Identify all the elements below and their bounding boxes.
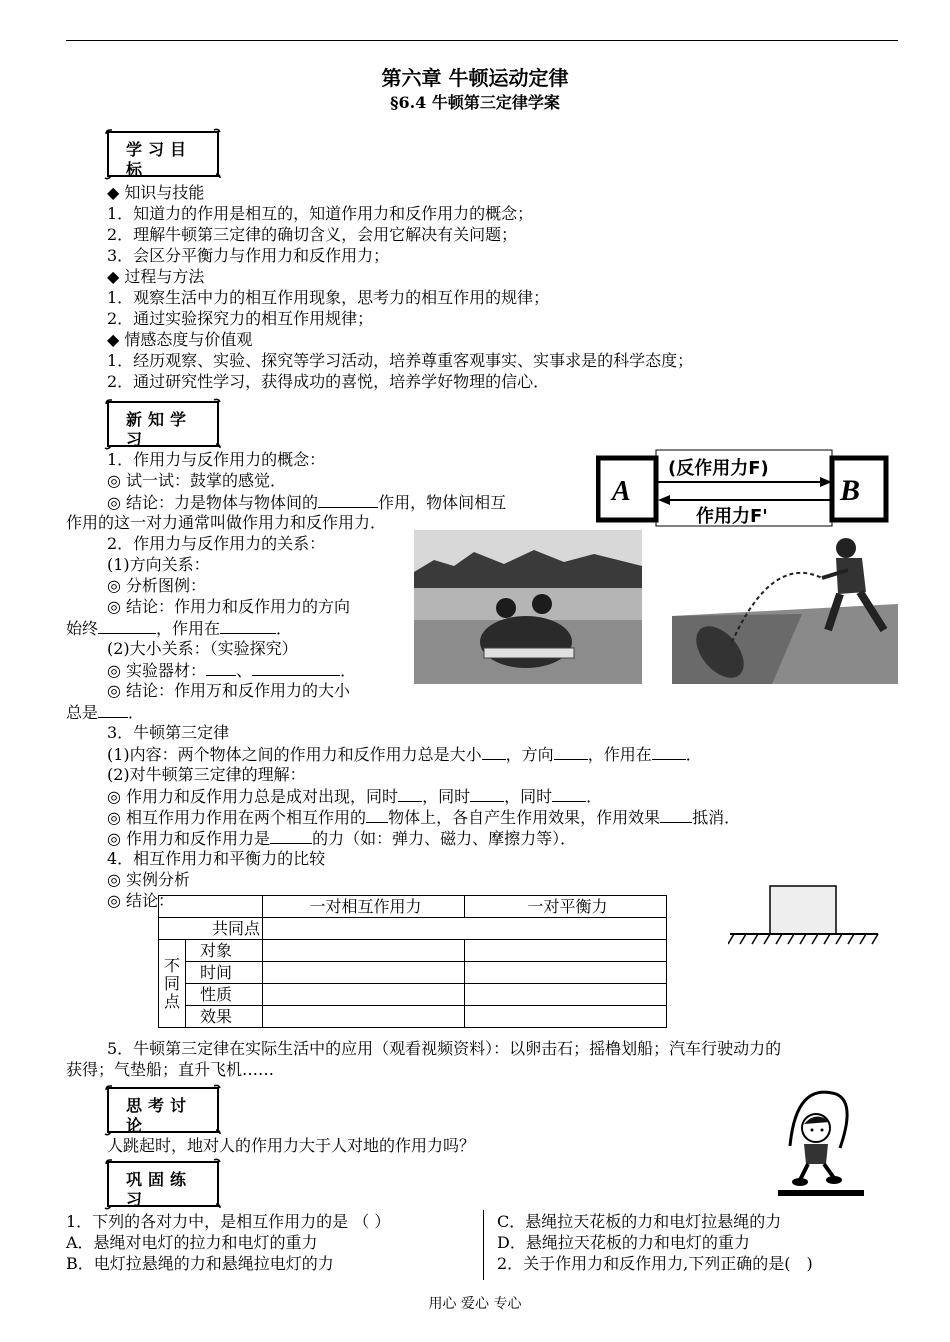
new-s1b: ◎ 结论：力是物体与物体间的 作用，物体间相互 [107,493,507,512]
practice-option-c: C．悬绳拉天花板的力和电灯拉悬绳的力 [497,1212,782,1231]
new-s2d: 始终 ，作用在 ． [66,619,293,638]
new-s2g: ◎ 结论：作用万和反作用力的大小 [107,681,351,700]
banner-discuss [104,1084,218,1135]
table-header-balance: 一对平衡力 [465,896,667,918]
new-s2c: ◎ 结论：作用力和反作用力的方向 [107,597,351,616]
reaction-force-label: (反作用力F) [668,458,769,479]
new-s2a: (1)方向关系： [107,555,210,574]
new-s4: 4．相互作用力和平衡力的比较 [107,849,326,868]
new-s2h: 总是 ． [66,703,145,722]
banner-practice [104,1158,218,1209]
top-rule [66,40,898,41]
new-s5b: 获得；气垫船；直升飞机…… [66,1060,275,1079]
table-row-diff: 不同点 [159,940,186,1028]
block-on-surface-diagram [728,882,880,946]
jump-rope-cartoon [776,1088,866,1198]
new-s3b: (2)对牛顿第三定律的理解： [107,765,306,784]
table-row-object: 对象 [186,940,263,962]
rope-pull-photo [672,534,898,684]
goal-knowledge-heading: ◆ 知识与技能 [107,183,205,202]
new-s4a: ◎ 实例分析 [107,870,191,889]
goal-emotion-heading: ◆ 情感态度与价值观 [107,330,253,349]
practice-option-d: D．悬绳拉天花板的力和电灯的重力 [497,1233,750,1252]
practice-option-a: A．悬绳对电灯的拉力和电灯的重力 [66,1233,318,1252]
goal-k3: 3．会区分平衡力与作用力和反作用力； [107,246,390,265]
banner-label: 思考讨论 [126,1096,193,1135]
new-s2e: (2)大小关系：（实验探究） [107,639,298,658]
practice-q1: 1．下列的各对力中，是相互作用力的是 （ ） [66,1212,391,1231]
goal-e1: 1．经历观察、实验、探究等学习活动，培养尊重客观事实、实事求是的科学态度； [107,351,694,370]
section-title: §6.4 牛顿第三定律学案 [390,93,560,112]
table-row-common: 共同点 [159,918,263,940]
banner-goals [104,128,218,179]
banner-label: 巩固练习 [126,1170,193,1209]
table-header-mutual: 一对相互作用力 [263,896,465,918]
new-s1a: ◎ 试一试：鼓掌的感觉． [107,471,287,490]
block-b-label: B [840,474,861,507]
new-s1c: 作用的这一对力通常叫做作用力和反作用力． [66,513,387,532]
practice-q2: 2．关于作用力和反作用力,下列正确的是( ) [497,1254,813,1273]
skaters-photo [414,530,642,684]
block-a-label: A [612,476,631,507]
banner-label: 学习目标 [126,140,193,179]
goal-p2: 2．通过实验探究力的相互作用规律； [107,309,374,328]
new-s2f: ◎ 实验器材： 、 ． [107,661,357,680]
comparison-table [158,895,667,1028]
force-pair-diagram [596,448,890,528]
page-footer: 用心 爱心 专心 [428,1296,522,1312]
column-divider [483,1210,484,1280]
goal-k1: 1．知道力的作用是相互的，知道作用力和反作用力的概念； [107,204,534,223]
new-s2: 2．作用力与反作用力的关系： [107,534,326,553]
action-force-label: 作用力F' [696,506,768,527]
new-s4b: ◎ 结论： [107,891,175,910]
new-s1: 1．作用力与反作用力的概念： [107,450,326,469]
new-s3e: ◎ 作用力和反作用力是 的力（如：弹力、磁力、摩擦力等）． [107,829,577,848]
goal-k2: 2．理解牛顿第三定律的确切含义，会用它解决有关问题； [107,225,518,244]
table-row-time: 时间 [186,962,263,984]
goal-p1: 1．观察生活中力的相互作用现象，思考力的相互作用的规律； [107,288,550,307]
new-s3: 3．牛顿第三定律 [107,723,230,742]
goal-process-heading: ◆ 过程与方法 [107,267,205,286]
table-row-nature: 性质 [186,984,263,1006]
practice-option-b: B．电灯拉悬绳的力和悬绳拉电灯的力 [66,1254,334,1273]
new-s3a: (1)内容：两个物体之间的作用力和反作用力总是大小 ，方向 ，作用在 ． [107,745,702,764]
chapter-title: 第六章 牛顿运动定律 [381,66,569,90]
new-s3d: ◎ 相互作用力作用在两个相互作用的 物体上，各自产生作用效果，作用效果 抵消． [107,808,741,827]
banner-new [104,398,218,449]
new-s2b: ◎ 分析图例： [107,576,207,595]
banner-label: 新知学习 [126,410,193,449]
discuss-question: 人跳起时，地对人的作用力大于人对地的作用力吗？ [107,1136,476,1155]
table-row-effect: 效果 [186,1006,263,1028]
new-s3c: ◎ 作用力和反作用力总是成对出现，同时 ，同时 ，同时 ． [107,787,603,806]
goal-e2: 2．通过研究性学习，获得成功的喜悦，培养学好物理的信心． [107,372,550,391]
new-s5a: 5．牛顿第三定律在实际生活中的应用（观看视频资料）：以卵击石；摇橹划船；汽车行驶动力的 [107,1039,782,1058]
